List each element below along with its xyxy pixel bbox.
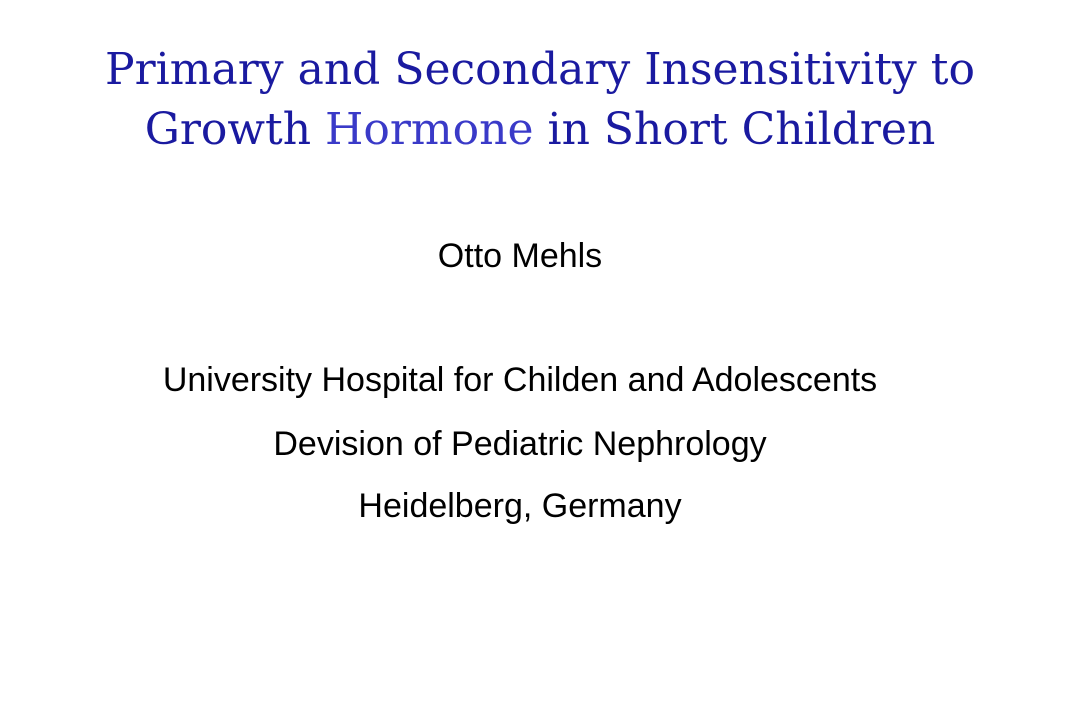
affiliation-location: Heidelberg, Germany <box>358 487 682 525</box>
slide-title <box>40 40 1040 160</box>
author-name: Otto Mehls <box>437 237 603 275</box>
title-text-part1: Primary and Secondary Insensitivity to Growth <box>105 44 975 155</box>
title-text-part2: in Short Children <box>533 104 936 155</box>
affiliation-hospital: University Hospital for Childen and Adolescents <box>162 361 878 399</box>
title-highlight: Hormone <box>325 104 534 155</box>
affiliation-division: Devision of Pediatric Nephrology <box>273 425 767 463</box>
